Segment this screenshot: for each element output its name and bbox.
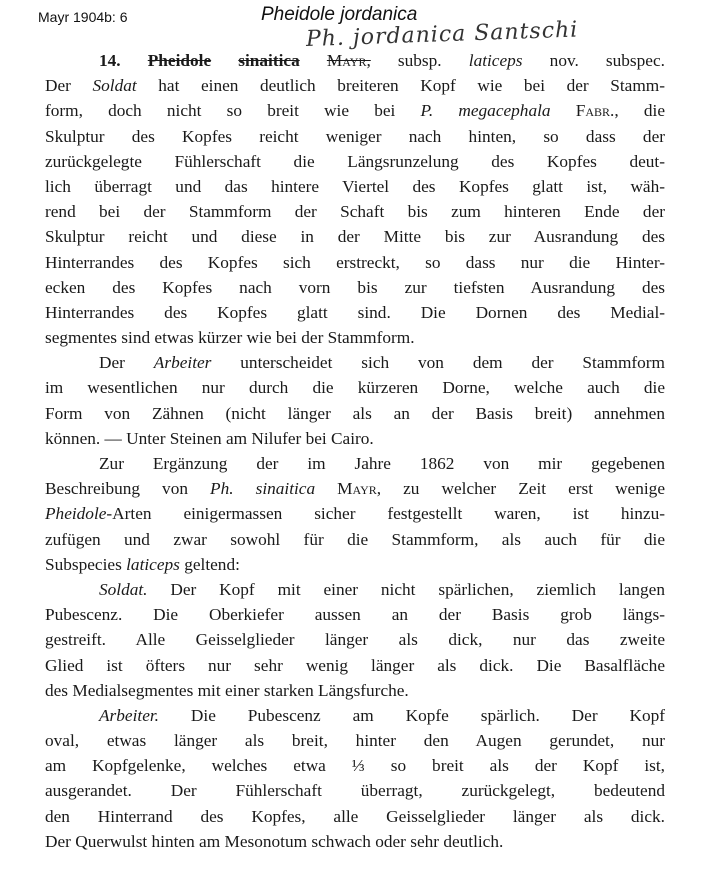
struck-species: sinaitica [238, 51, 300, 70]
caste-soldier: Soldat. [99, 579, 148, 599]
text-line [45, 501, 665, 526]
text-line: können. — Unter Steinen am Nilufer bei Cairo. [45, 428, 374, 448]
text-fragment: geltend: [184, 554, 240, 574]
text-fragment: Der [45, 76, 71, 96]
reference-label: Mayr 1904b: 6 [38, 9, 128, 25]
text-fragment: Die Pubescenz am Kopfe spärlich. Der Kopf [190, 705, 666, 725]
text-line: Pubescenz. Die Oberkiefer aussen an der Basis grob längs- [45, 605, 665, 625]
species-title: Pheidole jordanica [261, 4, 418, 25]
subspecies-name: laticeps [126, 554, 180, 574]
entry-number: 14. [99, 51, 121, 70]
text-line: zufügen und zwar sowohl für die Stammform, als auch für die [45, 529, 665, 549]
document-body [45, 48, 665, 854]
rank-label: subsp. [397, 51, 442, 70]
text-fragment: Der Kopf mit einer nicht spärlichen, ziemlich langen [170, 579, 665, 599]
text-line: den Hinterrand des Kopfes, alle Geisselglieder länger als dick. [45, 806, 665, 826]
text-line [45, 552, 665, 577]
text-fragment: Subspecies [45, 554, 122, 574]
text-line: Form von Zähnen (nicht länger als an der Basis breit) annehmen [45, 403, 665, 423]
text-line [45, 350, 665, 375]
text-line: gestreift. Alle Geisselglieder länger als dick, nur das zweite [45, 630, 665, 650]
handwritten-annotation: Ph. jordanica Santschi [305, 17, 579, 52]
text-line: lich überragt und das hintere Viertel des Kopfes glatt ist, wäh- [45, 176, 665, 196]
text-line: des Medialsegmentes mit einer starken Längsfurche. [45, 680, 409, 700]
text-line: Der Querwulst hinten am Mesonotum schwach oder sehr deutlich. [45, 831, 504, 851]
taxon-name: Ph. sinaitica [210, 479, 316, 499]
text-line: rend bei der Stammform der Schaft bis zum hinteren Ende der [45, 202, 665, 222]
author-name: Mayr, [337, 479, 382, 499]
text-line: Skulptur reicht und diese in der Mitte bis zur Ausrandung des [45, 227, 665, 247]
text-line: ecken des Kopfes nach vorn bis zur tiefsten Ausrandung des [45, 277, 665, 297]
struck-author: Mayr, [326, 51, 371, 70]
text-fragment: -Arten einigermassen sicher festgestellt waren, ist hinzu- [106, 504, 665, 524]
text-line: ausgerandet. Der Fühlerschaft überragt, zurückgelegt, bedeutend [45, 781, 665, 801]
text-line [45, 703, 665, 728]
text-line [45, 73, 665, 98]
status-label: nov. subspec. [549, 51, 665, 70]
caste-worker: Arbeiter [153, 353, 212, 373]
text-fragment: unterscheidet sich von dem der Stammform [240, 353, 665, 373]
taxon-name: P. megacephala [420, 101, 551, 121]
caste-worker: Arbeiter. [99, 705, 159, 725]
text-fragment: zu welcher Zeit erst wenige [403, 479, 665, 499]
text-fragment: hat einen deutlich breiteren Kopf wie bei der Stamm- [158, 76, 665, 96]
text-line: oval, etwas länger als breit, hinter den Augen gerundet, nur [45, 731, 665, 751]
text-fragment: form, doch nicht so breit wie bei [45, 101, 396, 121]
text-line: am Kopfgelenke, welches etwa ⅓ so breit als der Kopf ist, [45, 756, 665, 776]
entry-heading [45, 48, 665, 73]
text-line: Skulptur des Kopfes reicht weniger nach hinten, so dass der [45, 126, 665, 146]
subspecies-name: laticeps [468, 51, 523, 70]
text-line [45, 577, 665, 602]
text-line: Glied ist öfters nur sehr wenig länger als dick. Die Basalfläche [45, 655, 665, 675]
text-line: Hinterrandes des Kopfes sich erstreckt, so dass nur die Hinter- [45, 252, 665, 272]
text-line: segmentes sind etwas kürzer wie bei der Stammform. [45, 328, 415, 348]
caste-soldier: Soldat [92, 76, 137, 96]
text-fragment: Der [99, 353, 125, 373]
genus-name: Pheidole [45, 504, 107, 524]
text-line: Zur Ergänzung der im Jahre 1862 von mir gegebenen [99, 454, 665, 473]
text-line [45, 98, 665, 123]
text-fragment: die [643, 101, 665, 121]
author-name: Fabr., [575, 101, 619, 121]
text-line [45, 476, 665, 501]
struck-genus: Pheidole [147, 51, 212, 70]
text-line: Hinterrandes des Kopfes glatt sind. Die Dornen des Medial- [45, 302, 665, 322]
text-line: zurückgelegte Fühlerschaft die Längsrunzelung des Kopfes deut- [45, 151, 665, 171]
text-line: im wesentlichen nur durch die kürzeren Dorne, welche auch die [45, 378, 665, 398]
text-fragment: Beschreibung von [45, 479, 188, 499]
